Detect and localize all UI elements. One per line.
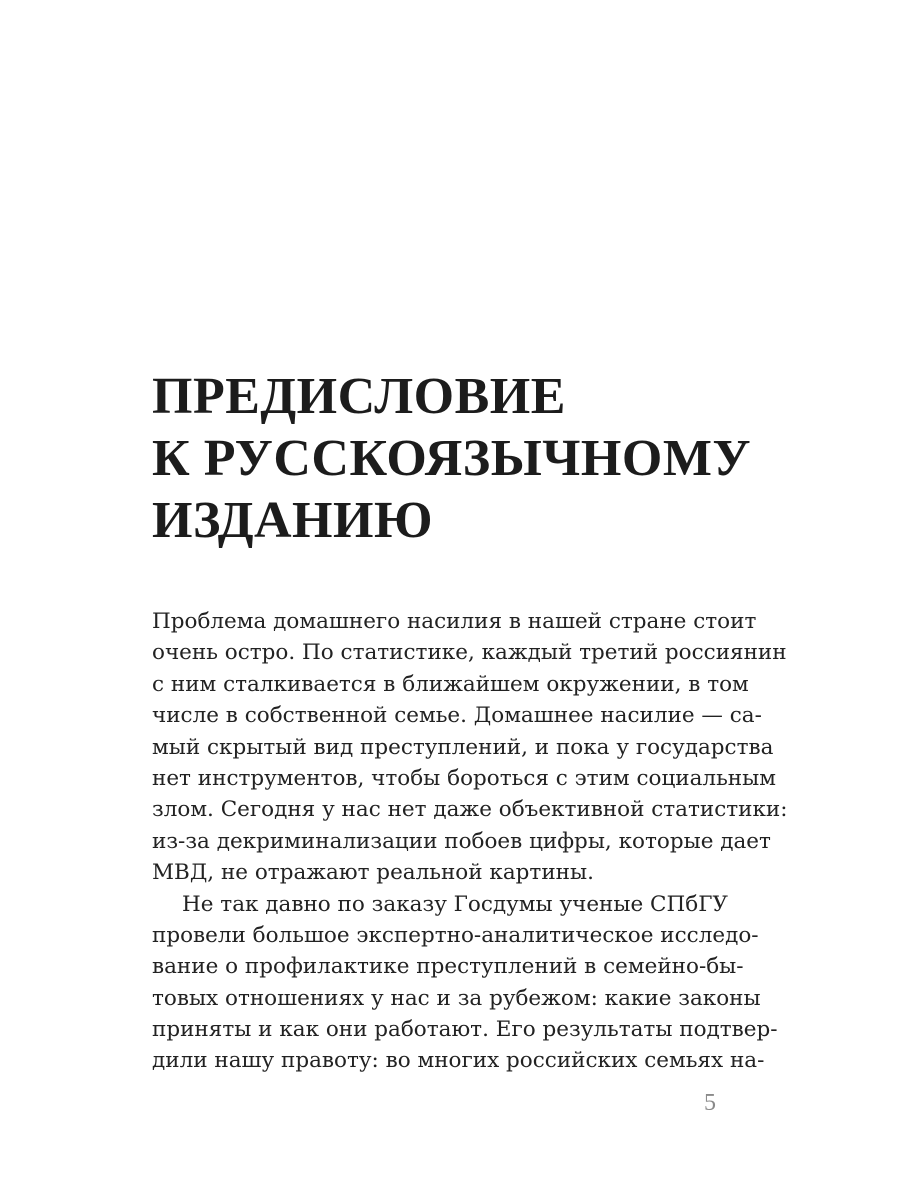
text-line: дили нашу правоту: во многих российских семьях на- xyxy=(152,1048,765,1074)
text-line: с ним сталкивается в ближайшем окружении, в том xyxy=(152,671,749,697)
chapter-title xyxy=(152,366,752,552)
text-line: приняты и как они работают. Его результаты подтвер- xyxy=(152,1017,778,1043)
text-line: МВД, не отражают реальной картины. xyxy=(152,860,594,886)
text-line: товых отношениях у нас и за рубежом: какие законы xyxy=(152,985,761,1011)
text-line: вание о профилактике преступлений в семейно-бы- xyxy=(152,954,744,980)
text-line: злом. Сегодня у нас нет даже объективной статистики: xyxy=(152,797,788,823)
chapter-title-line: ИЗДАНИЮ xyxy=(152,492,433,549)
text-line: нет инструментов, чтобы бороться с этим социальным xyxy=(152,765,776,791)
text-line: Не так давно по заказу Госдумы ученые СПбГУ xyxy=(182,891,728,917)
text-line: мый скрытый вид преступлений, и пока у государства xyxy=(152,734,774,760)
page-number: 5 xyxy=(704,1090,716,1116)
text-line: из-за декриминализации побоев цифры, которые дает xyxy=(152,828,771,854)
chapter-title-line: К РУССКОЯЗЫЧНОМУ xyxy=(152,430,752,487)
text-line: Проблема домашнего насилия в нашей стране стоит xyxy=(152,609,757,634)
text-line: числе в собственной семье. Домашнее насилие — са- xyxy=(152,703,762,729)
text-line: провели большое экспертно-аналитическое исследо- xyxy=(152,922,759,948)
text-line: очень остро. По статистике, каждый третий россиянин xyxy=(152,640,787,666)
body-text xyxy=(152,606,788,1077)
chapter-title-line: ПРЕДИСЛОВИЕ xyxy=(152,368,566,425)
